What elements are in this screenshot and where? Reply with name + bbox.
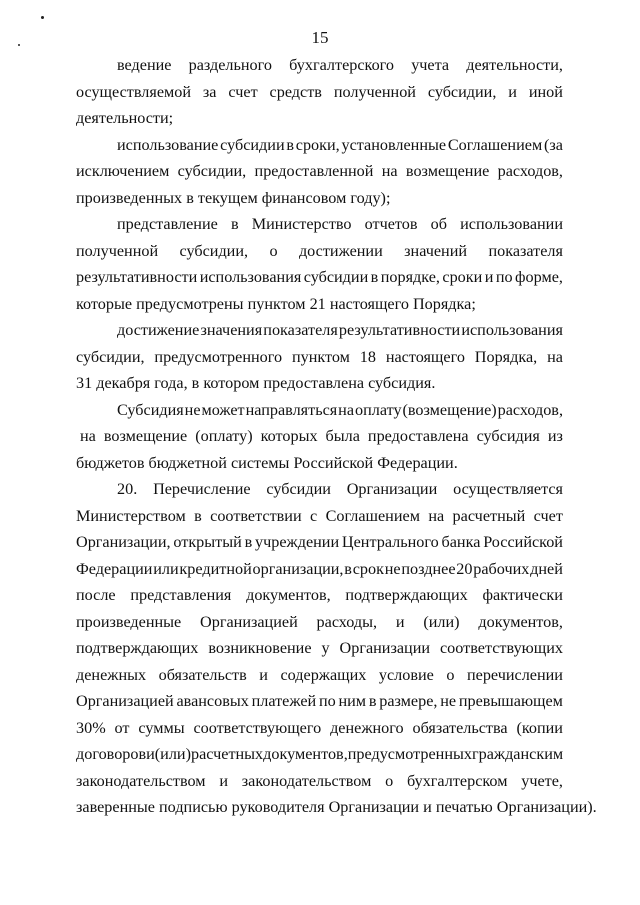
word: осуществляется (453, 480, 563, 498)
word: учета (411, 56, 450, 74)
word: возникновение (208, 639, 312, 657)
word: гражданским (471, 745, 564, 763)
word: открытый (173, 533, 242, 551)
word: Перечисление (153, 480, 251, 498)
paragraph (76, 211, 563, 317)
text-line (76, 476, 563, 503)
word: значений (404, 241, 468, 260)
word: на (338, 400, 355, 419)
word: подтверждающих (345, 586, 468, 604)
word: Организации (339, 639, 431, 657)
word: и (219, 771, 228, 790)
text-line (76, 317, 563, 344)
word: Организации, (76, 533, 171, 551)
word: может (201, 400, 245, 419)
word: на (381, 162, 398, 180)
word: исключением (76, 162, 170, 180)
word: фактически (482, 586, 563, 604)
text-line (76, 582, 563, 609)
word: не (184, 400, 201, 419)
word: условие (378, 665, 434, 684)
word: дней (530, 559, 563, 578)
word: по (318, 692, 336, 710)
word: настоящего (385, 347, 465, 366)
word: соответствующих (440, 639, 563, 657)
word: не (384, 559, 401, 578)
word: значения (200, 321, 263, 339)
word: Министерство (251, 215, 352, 233)
word: срок (352, 559, 384, 578)
word: направляться (245, 400, 338, 419)
word: осуществляемой (76, 82, 192, 101)
word: и (484, 268, 494, 286)
word: бухгалтерского (289, 56, 395, 74)
word: или (153, 559, 179, 578)
word: деятельности, (466, 56, 563, 74)
word: организации, (252, 559, 344, 578)
word: Соглашением (447, 135, 543, 154)
word: субсидии (220, 135, 285, 154)
text-line (76, 423, 563, 450)
paragraph (76, 52, 563, 132)
word: субсидии (266, 480, 331, 498)
word: у (321, 639, 330, 657)
word: Порядка, (474, 347, 538, 366)
word: бухгалтерском (406, 771, 508, 790)
text-line (76, 52, 563, 79)
text-line: 31 декабря года, в котором предоставлена субсидия. (76, 374, 436, 392)
text-line: произведенных в текущем финансовом году); (76, 188, 391, 207)
text-line (76, 662, 563, 689)
word: о (385, 771, 394, 790)
word: Соглашением (325, 506, 420, 525)
word: расходов, (497, 162, 563, 180)
word: учете, (521, 771, 563, 790)
word: субсидии, (427, 82, 497, 101)
word: субсидии, (76, 347, 145, 366)
word: из (547, 427, 563, 445)
text-line (76, 344, 563, 371)
word: о (446, 665, 455, 684)
word: произведенные (76, 612, 182, 631)
word: превышающем (458, 692, 563, 710)
word: предусмотренных (347, 745, 472, 763)
word: обязательства (412, 718, 508, 737)
word: пунктом (291, 347, 350, 366)
word: подтверждающих (76, 639, 199, 657)
text-line (76, 158, 563, 185)
word: результативности (338, 321, 461, 339)
word: в (286, 135, 295, 154)
word: Организации (346, 480, 438, 498)
word: в (368, 692, 377, 710)
word: предусмотренного (154, 347, 283, 366)
text-line (76, 741, 563, 768)
word: использовании (460, 215, 563, 233)
word: полученной (76, 241, 159, 260)
word: Министерством (76, 506, 186, 525)
word: в (370, 268, 379, 286)
text-line (76, 768, 563, 795)
word: и (259, 665, 268, 684)
word: сроки, (295, 135, 340, 154)
paragraph (76, 397, 563, 477)
word: установленные (341, 135, 447, 154)
word: документов, (246, 586, 331, 604)
word: расчетный (452, 506, 526, 525)
word: (оплату) (195, 427, 253, 445)
paragraph (76, 476, 597, 821)
text-line (76, 211, 563, 238)
word: Федерации (76, 559, 153, 578)
page-number: 15 (311, 28, 329, 47)
word: Российской (483, 533, 563, 551)
paragraph (76, 132, 563, 212)
word: расходов, (497, 400, 563, 419)
word: не (440, 692, 457, 710)
word: перечислении (466, 665, 563, 684)
word: на (428, 506, 445, 525)
word: раздельного (188, 56, 272, 74)
word: документов, (263, 745, 348, 763)
word: позднее (401, 559, 456, 578)
word: представления (130, 586, 232, 604)
word: об (430, 215, 448, 233)
word: субсидии, (177, 162, 247, 180)
word: возмещение (103, 427, 188, 445)
word: отчетов (364, 215, 418, 233)
word: субсидии, (179, 241, 249, 260)
text-line: деятельности; (76, 109, 174, 127)
text-line: которые предусмотрены пунктом 21 настоящего Порядка; (76, 294, 476, 313)
word: использования (199, 268, 302, 286)
word: на (547, 347, 563, 366)
word: форме, (515, 268, 563, 286)
word: представление (117, 215, 218, 233)
text-line (76, 238, 563, 265)
word: Субсидия (117, 400, 184, 419)
word: суммы (138, 718, 185, 737)
word: субсидия (476, 427, 540, 445)
word: (или) (154, 745, 191, 763)
word: 30% (76, 718, 106, 737)
word: 20. (117, 480, 138, 498)
word: от (114, 718, 130, 737)
word: сроки (442, 268, 483, 286)
word: соответствующего (193, 718, 322, 737)
word: в (244, 533, 253, 551)
word: законодательством (241, 771, 372, 790)
word: договоров (76, 745, 147, 763)
text-line (76, 132, 563, 159)
word: использование (117, 135, 219, 154)
word: ведение (117, 56, 172, 74)
word: учреждении (255, 533, 340, 551)
word: с (310, 506, 318, 525)
word: Центрального (341, 533, 439, 551)
word: субсидии (303, 268, 369, 286)
word: 18 (359, 347, 376, 366)
word: показателя (263, 321, 338, 339)
word: документов, (478, 612, 563, 631)
word: рабочих (473, 559, 530, 578)
word: денежного (330, 718, 404, 737)
document-body (76, 52, 597, 821)
text-line (76, 79, 563, 106)
word: счет (228, 82, 258, 101)
word: авансовых (176, 692, 249, 710)
word: счет (533, 506, 563, 525)
word: Организацией (76, 692, 174, 710)
word: (возмещение) (402, 400, 497, 419)
text-line (76, 635, 563, 662)
word: (за (543, 135, 563, 154)
text-line (76, 609, 563, 636)
word: в (194, 506, 202, 525)
word: в (344, 559, 352, 578)
word: о (269, 241, 278, 260)
word: была (325, 427, 360, 445)
word: иной (528, 82, 563, 101)
word: в (230, 215, 239, 233)
word: предоставленной (254, 162, 374, 180)
word: обязательств (158, 665, 247, 684)
paragraph (76, 317, 563, 397)
word: кредитной (179, 559, 252, 578)
text-line: бюджетов бюджетной системы Российской Федерации. (76, 453, 458, 472)
word: денежных (76, 665, 147, 684)
text-line (76, 556, 563, 583)
word: и (146, 745, 155, 763)
word: соответствии (210, 506, 302, 525)
word: платежей (251, 692, 317, 710)
word: полученной (333, 82, 416, 101)
word: размере, (379, 692, 438, 710)
word: предоставлена (367, 427, 469, 445)
word: (копии (516, 718, 563, 737)
word: за (202, 82, 217, 101)
word: средств (269, 82, 322, 101)
word: использования (461, 321, 563, 339)
word: расчетных (190, 745, 264, 763)
word: Организацией (200, 612, 298, 631)
word: законодательством (76, 771, 206, 790)
word: результативности (76, 268, 198, 286)
word: на (80, 427, 96, 445)
word: достижение (117, 321, 200, 339)
text-line (76, 503, 563, 530)
word: которых (260, 427, 318, 445)
word: возмещение (405, 162, 490, 180)
text-line (76, 529, 563, 556)
word: 20 (456, 559, 473, 578)
word: по (495, 268, 513, 286)
word: расходы, (316, 612, 378, 631)
word: (или) (423, 612, 460, 631)
word: ним (338, 692, 367, 710)
word: после (76, 586, 116, 604)
word: банка (441, 533, 481, 551)
word: показателя (488, 241, 563, 260)
word: порядке, (380, 268, 440, 286)
text-line (76, 397, 563, 424)
text-line (76, 688, 563, 715)
scan-speck (41, 16, 44, 19)
word: и (508, 82, 517, 101)
word: содержащих (280, 665, 367, 684)
word: и (395, 612, 405, 631)
word: оплату (354, 400, 402, 419)
text-line (76, 264, 563, 291)
text-line (76, 715, 563, 742)
text-line: заверенные подписью руководителя Организации и печатью Организации). (76, 798, 597, 816)
word: достижении (298, 241, 383, 260)
